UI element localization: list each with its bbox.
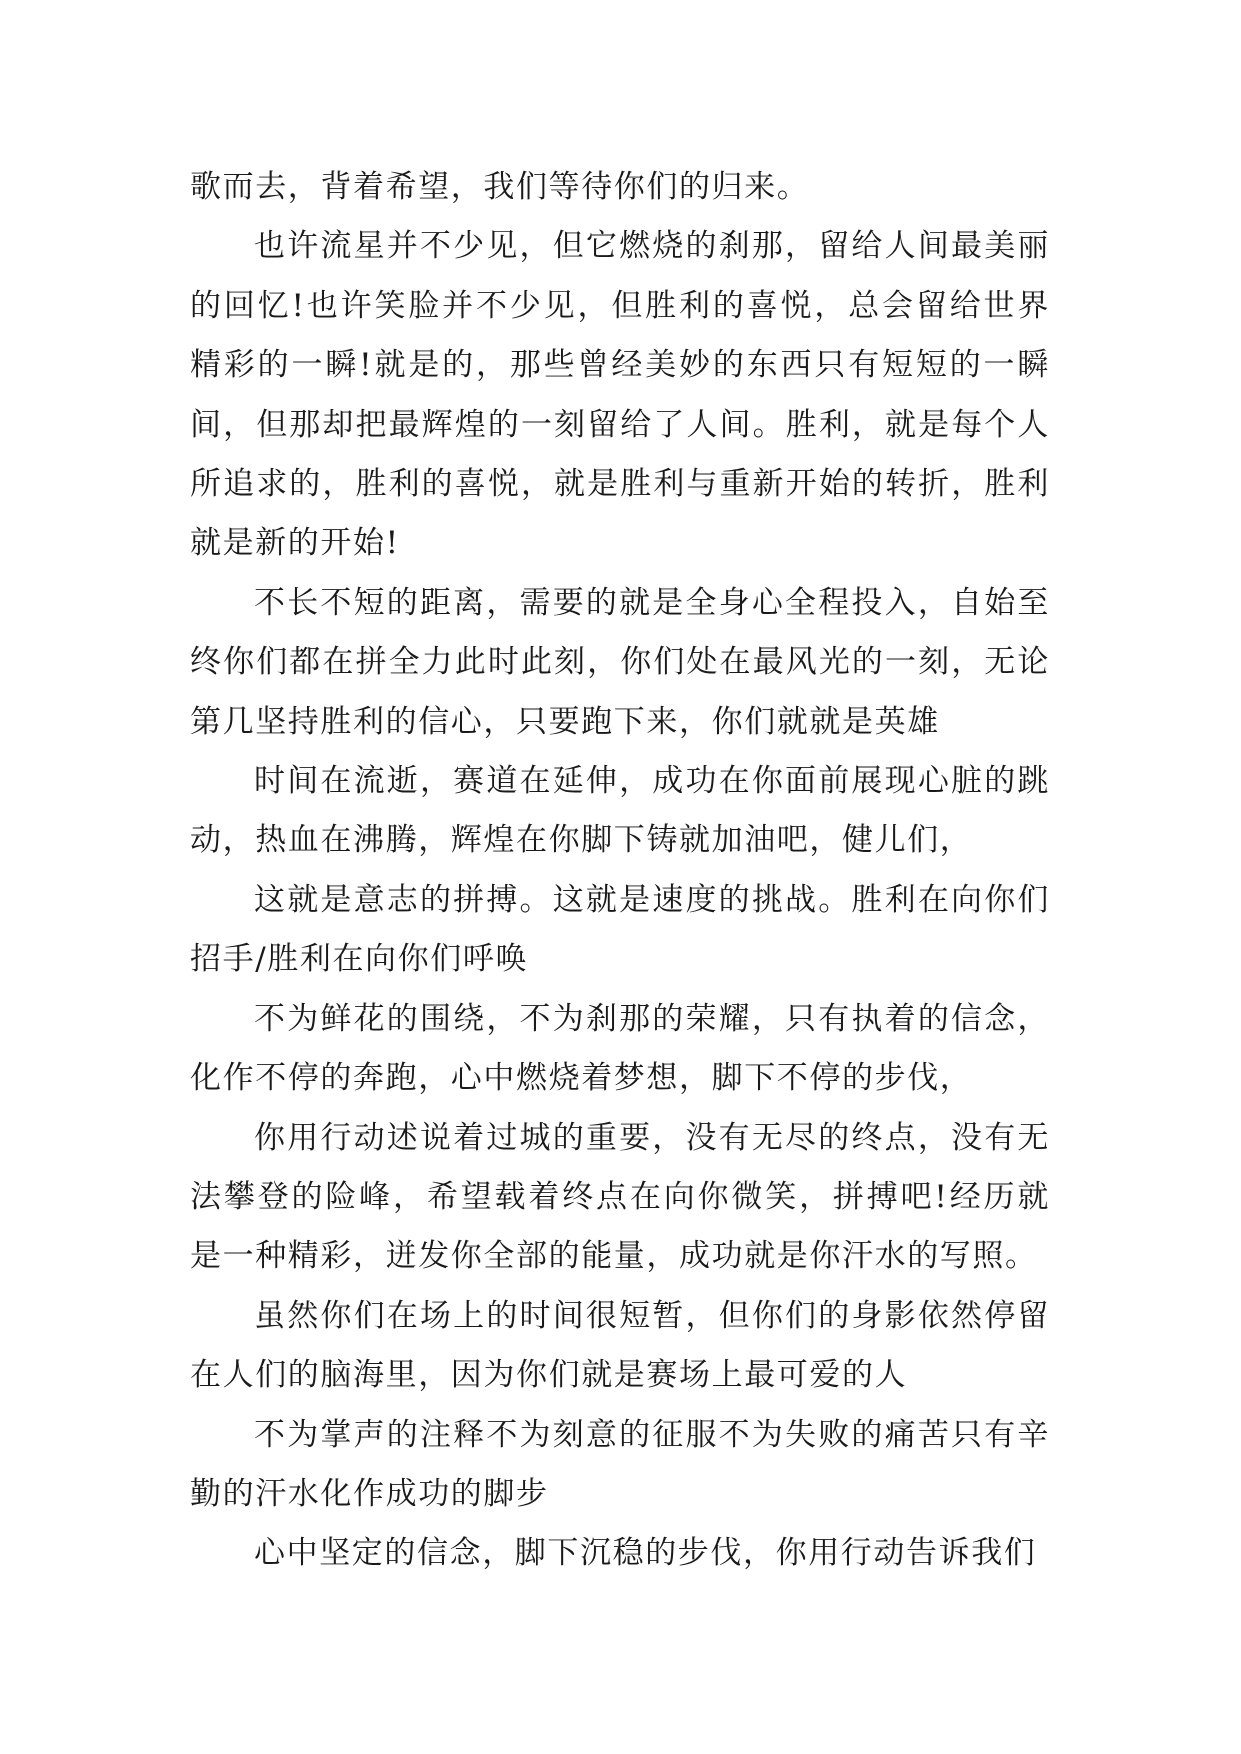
paragraph-9: 不为掌声的注释不为刻意的征服不为失败的痛苦只有辛勤的汗水化作成功的脚步: [190, 1416, 1050, 1512]
paragraph-8: 虽然你们在场上的时间很短暂，但你们的身影依然停留在人们的脑海里，因为你们就是赛场上最可爱的人: [190, 1297, 1050, 1394]
paragraph-2: 也许流星并不少见，但它燃烧的刹那，留给人间最美丽的回忆!也许笑脸并不少见，但胜利的喜悦，总会留给世界精彩的一瞬!就是的，那些曾经美妙的东西只有短短的一瞬间，但那却把最辉煌的一刻留给了人间。胜利，就是每个人所追求的，胜利的喜悦，就是胜利与重新开始的转折，胜利就是新的开始!: [190, 228, 1050, 562]
paragraph-5: 这就是意志的拼搏。这就是速度的挑战。胜利在向你们招手/胜利在向你们呼唤: [190, 881, 1050, 978]
paragraph-10: 心中坚定的信念，脚下沉稳的步伐，你用行动告诉我们: [254, 1535, 1037, 1572]
body-text: [190, 158, 1050, 1584]
paragraph-4: 时间在流逝，赛道在延伸，成功在你面前展现心脏的跳动，热血在沸腾，辉煌在你脚下铸就加油吧，健儿们，: [190, 763, 1050, 859]
paragraph-7: 你用行动述说着过城的重要，没有无尽的终点，没有无法攀登的险峰，希望载着终点在向你微笑，拼搏吧!经历就是一种精彩，迸发你全部的能量，成功就是你汗水的写照。: [190, 1119, 1050, 1275]
paragraph-1: 歌而去，背着希望，我们等待你们的归来。: [190, 169, 810, 205]
paragraph-6: 不为鲜花的围绕，不为刹那的荣耀，只有执着的信念，化作不停的奔跑，心中燃烧着梦想，脚下不停的步伐，: [190, 1000, 1050, 1097]
paragraph-3: 不长不短的距离，需要的就是全身心全程投入，自始至终你们都在拼全力此时此刻，你们处在最风光的一刻，无论第几坚持胜利的信心，只要跑下来，你们就就是英雄: [190, 584, 1050, 740]
